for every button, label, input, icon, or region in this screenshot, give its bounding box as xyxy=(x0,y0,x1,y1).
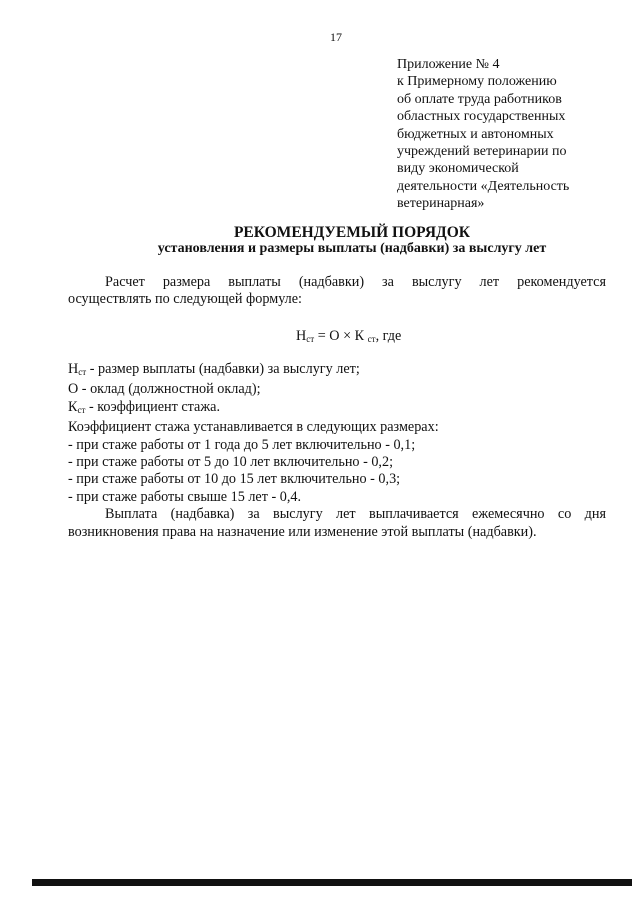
definition-subscript: ст xyxy=(78,367,87,377)
appendix-line: к Примерному положению xyxy=(397,74,557,90)
appendix-line: учреждений ветеринарии по xyxy=(397,144,567,160)
formula-k-subscript: ст xyxy=(367,334,376,344)
appendix-line: деятельности «Деятельность xyxy=(397,178,570,194)
definition-item xyxy=(68,381,606,398)
closing-line: Выплата (надбавка) за выслугу лет выплачивается ежемесячно со дня xyxy=(105,506,606,523)
document-subtitle: установления и размеры выплаты (надбавки) за выслугу лет xyxy=(157,241,547,256)
definition-text: - оклад (должностной оклад); xyxy=(78,381,261,398)
coefficient-item: - при стаже работы от 5 до 10 лет включительно - 0,2; xyxy=(68,454,394,471)
intro-line: осуществлять по следующей формуле: xyxy=(68,291,302,308)
definition-item xyxy=(68,399,606,419)
intro-line: Расчет размера выплаты (надбавки) за выслугу лет рекомендуется xyxy=(105,274,606,290)
appendix-line: виду экономической xyxy=(397,161,519,177)
document-title: РЕКОМЕНДУЕМЫЙ ПОРЯДОК xyxy=(233,224,471,241)
appendix-line: областных государственных xyxy=(397,109,566,125)
page-number: 17 xyxy=(330,30,342,44)
definition-symbol: О xyxy=(68,381,79,398)
definition-symbol: К xyxy=(68,398,78,415)
closing-line: возникновения права на назначение или изменение этой выплаты (надбавки). xyxy=(68,523,537,540)
coefficient-item: - при стаже работы от 10 до 15 лет включительно - 0,3; xyxy=(68,471,401,488)
coefficient-item: - при стаже работы от 1 года до 5 лет включительно - 0,1; xyxy=(68,436,416,453)
definition-subscript: ст xyxy=(77,404,86,415)
formula-tail: , где xyxy=(375,328,402,344)
appendix-header xyxy=(397,56,632,213)
appendix-line: ветеринарная» xyxy=(397,196,485,212)
coefficient-intro: Коэффициент стажа устанавливается в следующих размерах: xyxy=(68,419,439,436)
formula-lhs: Н xyxy=(296,328,307,344)
appendix-line: об оплате труда работников xyxy=(397,91,562,107)
definition-item xyxy=(68,361,606,381)
formula-middle: = О × К xyxy=(314,328,368,344)
appendix-line: бюджетных и автономных xyxy=(397,126,554,142)
definitions-block xyxy=(68,361,606,541)
coefficient-item: - при стаже работы свыше 15 лет - 0,4. xyxy=(68,488,302,505)
appendix-line: Приложение № 4 xyxy=(397,57,500,72)
intro-paragraph xyxy=(68,274,606,309)
definition-text: - размер выплаты (надбавки) за выслугу лет; xyxy=(86,361,360,377)
definition-text: - коэффициент стажа. xyxy=(85,398,220,415)
definition-symbol: Н xyxy=(68,361,79,377)
formula xyxy=(296,328,401,345)
scan-edge-bar xyxy=(32,879,632,886)
formula-lhs-subscript: ст xyxy=(306,334,315,344)
